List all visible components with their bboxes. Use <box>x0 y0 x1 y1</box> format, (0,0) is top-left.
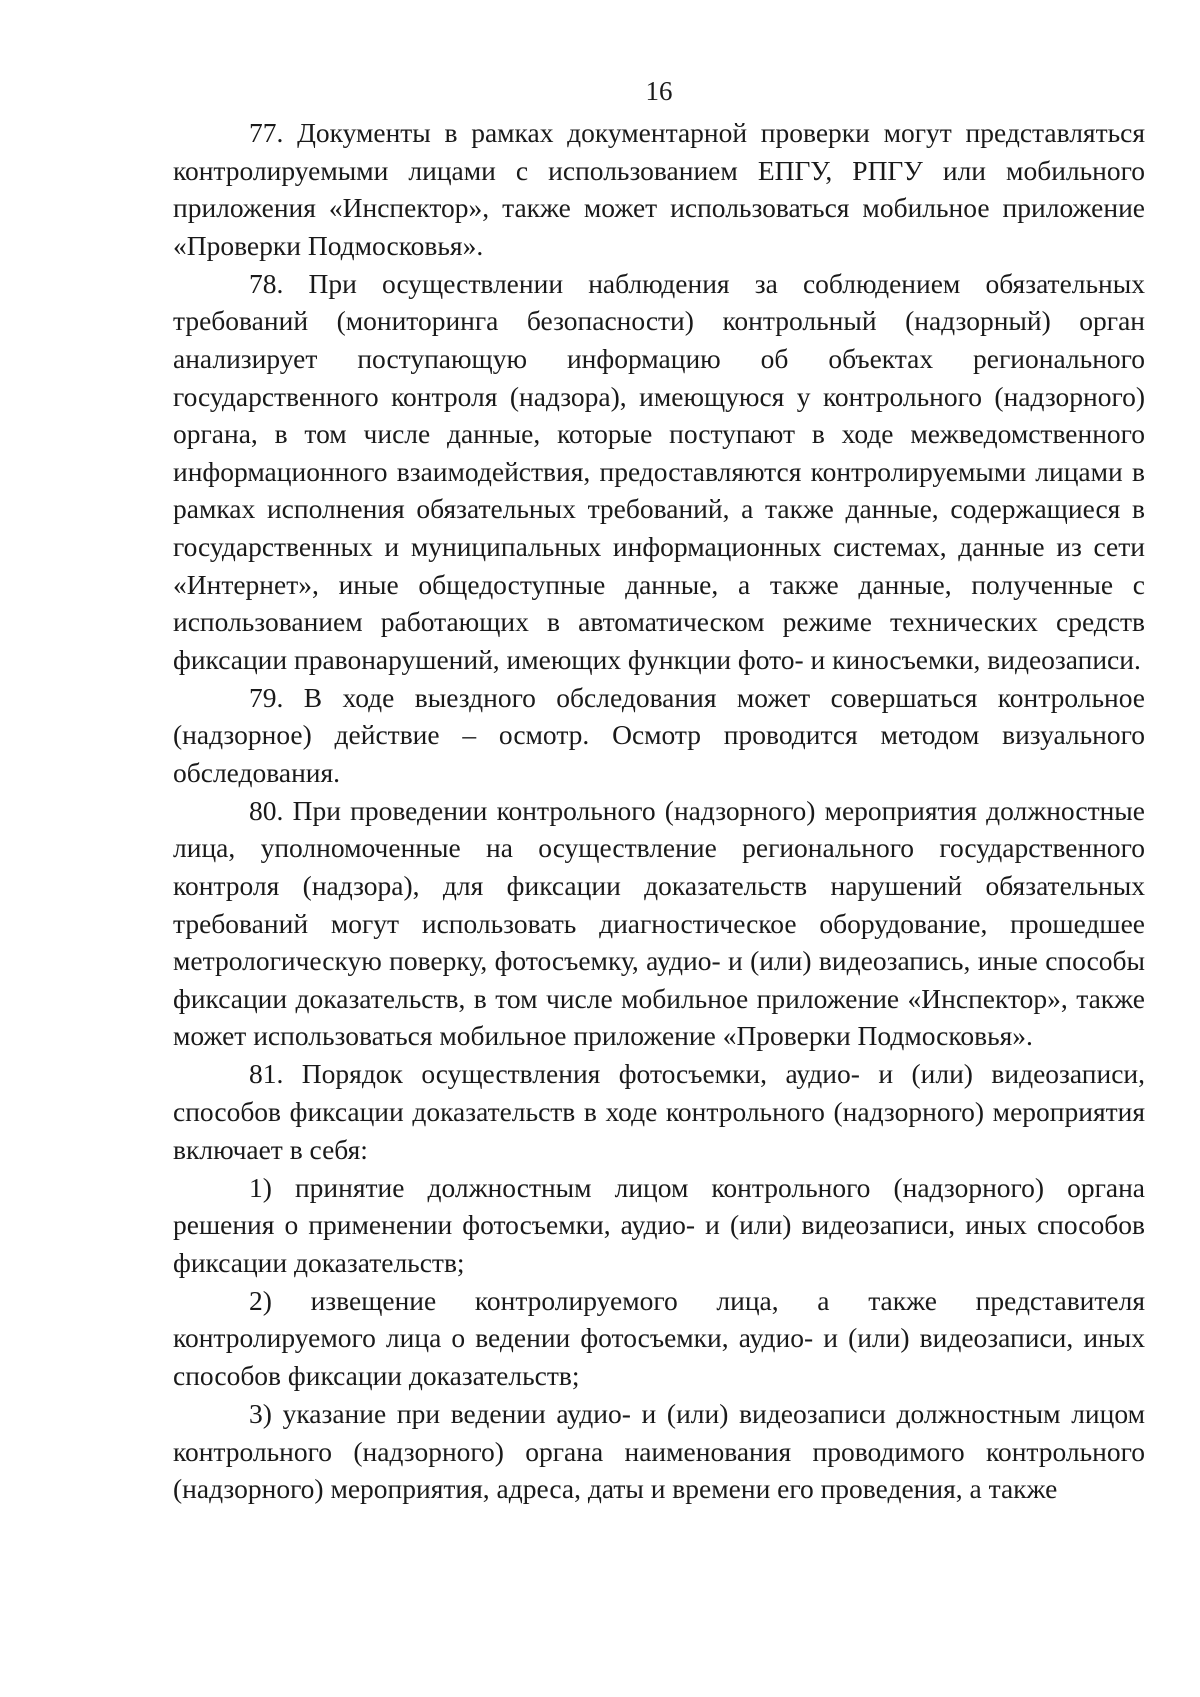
document-page <box>173 68 1145 1508</box>
list-item-3: 3) указание при ведении аудио- и (или) видеозаписи должностным лицом контрольного (надзорного) органа наименования проводимого контрольного (надзорного) мероприятия, адреса, даты и времени его проведения, а также <box>173 1397 1145 1505</box>
list-item-2: 2) извещение контролируемого лица, а также представителя контролируемого лица о ведении фотосъемки, аудио- и (или) видеозаписи, иных способов фиксации доказательств; <box>173 1284 1145 1391</box>
paragraph-81: 81. Порядок осуществления фотосъемки, аудио- и (или) видеозаписи, способов фиксации доказательств в ходе контрольного (надзорного) мероприятия включает в себя: <box>173 1058 1145 1165</box>
page-number: 16 <box>645 76 673 106</box>
paragraph-80: 80. При проведении контрольного (надзорного) мероприятия должностные лица, уполномоченные на осуществление регионального государственного контроля (надзора), для фиксации доказательств нарушений обязательных требований могут использовать диагностическое оборудование, прошедшее метрологическую поверку, фотосъемку, аудио- и (или) видеозапись, иные способы фиксации доказательств, в том числе мобильное приложение «Инспектор», также может использоваться мобильное приложение «Проверки Подмосковья». <box>173 794 1145 1052</box>
paragraph-77: 77. Документы в рамках документарной проверки могут представляться контролируемыми лицами с использованием ЕПГУ, РПГУ или мобильного приложения «Инспектор», также может использоваться мобильное приложение «Проверки Подмосковья». <box>173 117 1145 261</box>
list-item-1: 1) принятие должностным лицом контрольного (надзорного) органа решения о применении фотосъемки, аудио- и (или) видеозаписи, иных способов фиксации доказательств; <box>173 1171 1145 1278</box>
paragraph-78: 78. При осуществлении наблюдения за соблюдением обязательных требований (мониторинга безопасности) контрольный (надзорный) орган анализирует поступающую информацию об объектах регионального государственного контроля (надзора), имеющуюся у контрольного (надзорного) органа, в том числе данные, которые поступают в ходе межведомственного информационного взаимодействия, предоставляются контролируемыми лицами в рамках исполнения обязательных требований, а также данные, содержащиеся в государственных и муниципальных информационных системах, данные из сети «Интернет», иные общедоступные данные, а также данные, полученные с использованием работающих в автоматическом режиме технических средств фиксации правонарушений, имеющих функции фото- и киносъемки, видеозаписи. <box>173 267 1145 675</box>
paragraph-79: 79. В ходе выездного обследования может совершаться контрольное (надзорное) действие – осмотр. Осмотр проводится методом визуального обследования. <box>173 681 1145 788</box>
